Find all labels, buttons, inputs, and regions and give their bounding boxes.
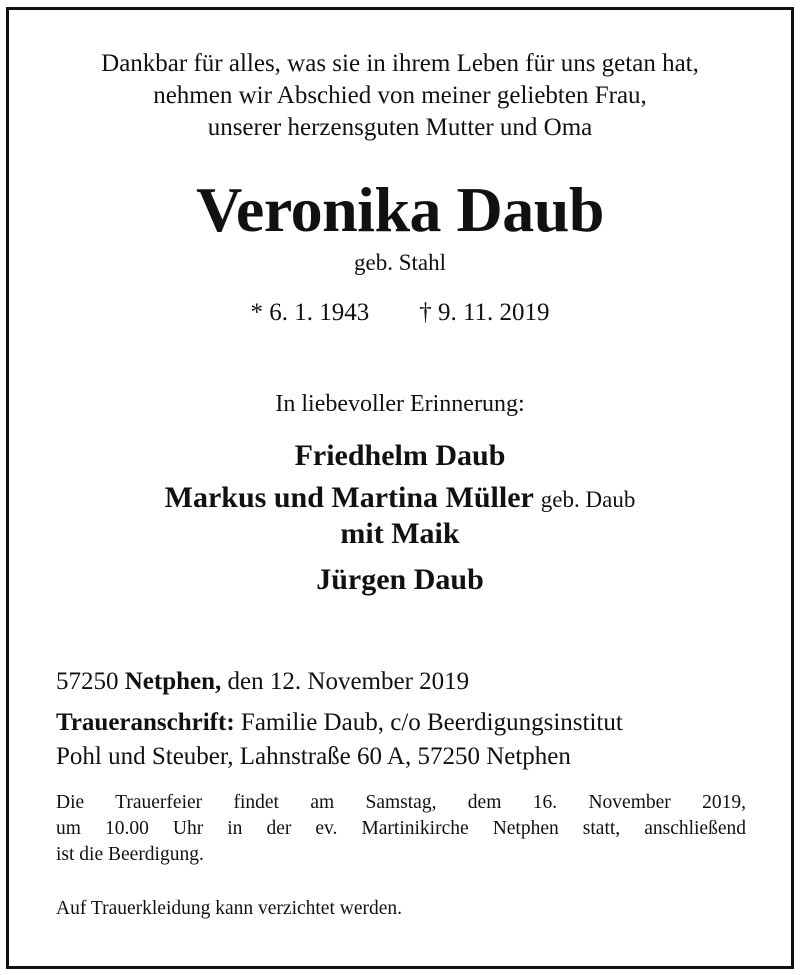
intro-line: unserer herzensguten Mutter und Oma: [207, 114, 593, 141]
place-date: [56, 665, 752, 699]
city: Netphen,: [124, 668, 222, 695]
service-line: ist die Beerdigung.: [56, 844, 204, 865]
death-date: † 9. 11. 2019: [419, 299, 550, 326]
zip-code: 57250: [56, 668, 119, 695]
service-info: [56, 790, 746, 868]
mourner: mit Maik: [340, 517, 460, 550]
service-line: Die Trauerfeier findet am Samstag, dem 16. November 2019,: [56, 792, 746, 813]
memory-heading: In liebevoller Erinnerung:: [275, 391, 525, 417]
intro-line: nehmen wir Abschied von meiner geliebten Frau,: [153, 82, 647, 109]
life-dates: [0, 296, 800, 330]
mourner: Jürgen Daub: [316, 563, 484, 596]
mourners-list: [0, 435, 800, 601]
dress-note: Auf Trauerkleidung kann verzichtet werden.: [56, 898, 403, 919]
address-line: Familie Daub, c/o Beerdigungsinstitut: [240, 709, 623, 736]
mourner-maiden: geb. Daub: [540, 487, 636, 512]
address-label: Traueranschrift:: [56, 709, 235, 736]
mourner: Friedhelm Daub: [294, 439, 506, 472]
deceased-name: Veronika Daub: [196, 174, 604, 245]
address-line: Pohl und Steuber, Lahnstraße 60 A, 57250 Netphen: [56, 743, 571, 770]
birth-date: * 6. 1. 1943: [250, 299, 370, 326]
date-text: den 12. November 2019: [227, 668, 470, 695]
mourner-name: Markus und Martina Müller: [164, 481, 534, 514]
maiden-name: geb. Stahl: [354, 250, 446, 275]
intro-line: Dankbar für alles, was sie in ihrem Leben für uns getan hat,: [101, 50, 699, 77]
intro-text: [0, 48, 800, 144]
service-line: um 10.00 Uhr in der ev. Martinikirche Netphen statt, anschließend: [56, 818, 746, 839]
mourning-address: [56, 706, 752, 774]
